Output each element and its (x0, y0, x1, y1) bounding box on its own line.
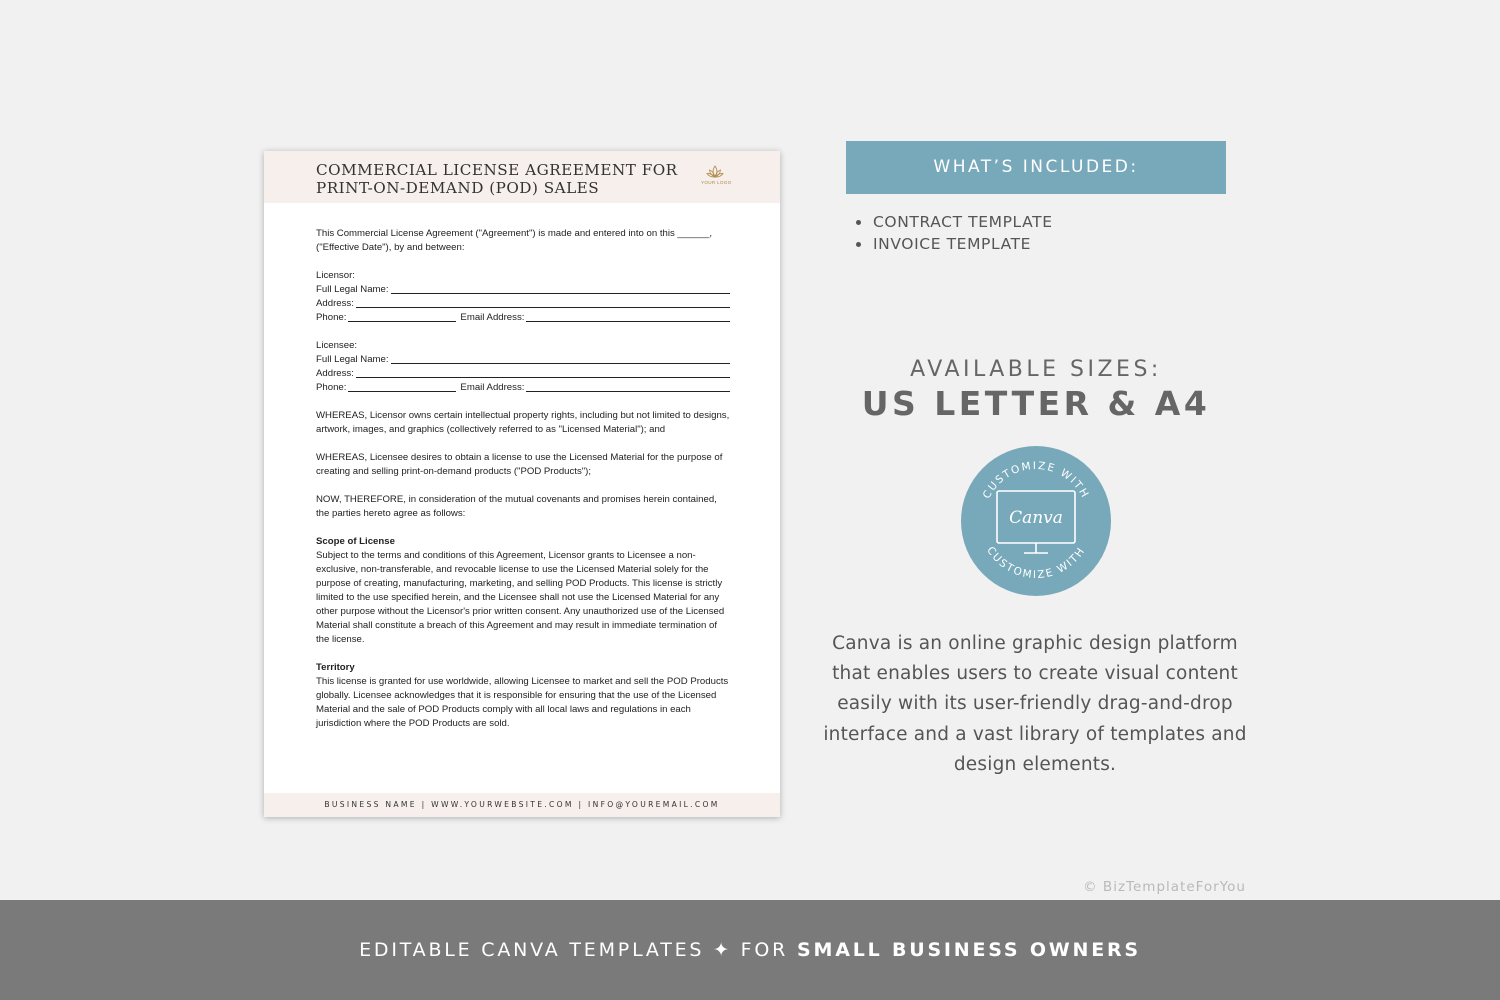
banner-text-bold: SMALL BUSINESS OWNERS (797, 939, 1141, 961)
fill-in-line[interactable] (526, 321, 730, 322)
badge-ring-text-bottom: CUSTOMIZE WITH (984, 544, 1088, 582)
field-label: Address: (316, 298, 354, 309)
copyright-notice: © BizTemplateForYou (1083, 879, 1246, 895)
available-sizes-label: AVAILABLE SIZES: (910, 357, 1162, 382)
field-label: Email Address: (460, 382, 525, 393)
document-header (264, 151, 780, 203)
canva-description: Canva is an online graphic design platform that enables users to create visual content easily with its user-friendly drag-and-drop interface and a vast library of templates and design elements. (823, 633, 1247, 775)
licensee-heading: Licensee: (316, 340, 358, 351)
field-label: Full Legal Name: (316, 354, 389, 365)
field-label: Address: (316, 368, 354, 379)
document-footer: BUSINESS NAME | WWW.YOURWEBSITE.COM | INFO@YOUREMAIL.COM (264, 793, 780, 817)
licensee-contact-field[interactable] (316, 381, 730, 395)
available-sizes-value: US LETTER & A4 (861, 384, 1211, 423)
canva-wordmark: Canva (1009, 508, 1063, 528)
bottom-banner (0, 900, 1500, 1000)
whats-included-heading: WHAT’S INCLUDED: (846, 141, 1226, 194)
fill-in-line[interactable] (356, 377, 730, 378)
licensee-name-field[interactable] (316, 353, 730, 367)
customize-with-canva-badge (960, 445, 1112, 597)
licensor-contact-field[interactable] (316, 311, 730, 325)
document-title-line-1: COMMERCIAL LICENSE AGREEMENT FOR (316, 161, 678, 179)
intro-paragraph: This Commercial License Agreement ("Agreement") is made and entered into on this ______, ("Effective Date"), by and between: (316, 228, 713, 253)
fill-in-line[interactable] (391, 363, 730, 364)
document-body (316, 227, 730, 731)
banner-text-regular: EDITABLE CANVA TEMPLATES ✦ FOR (359, 939, 798, 961)
document-title (316, 162, 696, 197)
licensee-address-field[interactable] (316, 367, 730, 381)
licensee-section (316, 339, 730, 395)
licensor-name-field[interactable] (316, 283, 730, 297)
fill-in-line[interactable] (526, 391, 730, 392)
whereas-paragraph-1: WHEREAS, Licensor owns certain intellectual property rights, including but not limited to designs, artwork, images, and graphics (collectively referred to as "Licensed Material"); and (316, 410, 730, 435)
list-item: CONTRACT TEMPLATE (856, 211, 1053, 233)
territory-heading: Territory (316, 662, 355, 673)
scope-heading: Scope of License (316, 536, 395, 547)
fill-in-line[interactable] (356, 307, 730, 308)
field-label: Phone: (316, 312, 347, 323)
fill-in-line[interactable] (391, 293, 730, 294)
document-title-line-2: PRINT-ON-DEMAND (POD) SALES (316, 178, 600, 197)
field-label: Email Address: (460, 312, 525, 323)
licensor-section (316, 269, 730, 325)
licensor-heading: Licensor: (316, 270, 355, 281)
territory-paragraph: This license is granted for use worldwide, allowing Licensee to market and sell the POD Products globally. Licensee acknowledges that it is responsible for ensuring that the use of the Licensed Material and the sale of POD Products comply with all local laws and regulations in each jurisdiction where the POD Products are sold. (316, 676, 729, 729)
now-therefore-paragraph: NOW, THEREFORE, in consideration of the mutual covenants and promises herein contained, the parties hereto agree as follows: (316, 494, 717, 519)
fill-in-line[interactable] (348, 321, 456, 322)
field-label: Phone: (316, 382, 347, 393)
field-label: Full Legal Name: (316, 284, 389, 295)
document-preview (264, 151, 780, 817)
scope-paragraph: Subject to the terms and conditions of this Agreement, Licensor grants to Licensee a non-exclusive, non-transferable, and revocable license to use the Licensed Material solely for the purpose of creating, manufacturing, marketing, and selling POD Products. This license is strictly limited to the use specified herein, and the Licensee shall not use the Licensed Material for any other purpose without the Licensor's prior written consent. Any unauthorized use of the Licensed Material shall constitute a breach of this Agreement and may result in immediate termination of the license. (316, 550, 725, 645)
fill-in-line[interactable] (348, 391, 456, 392)
lotus-icon (706, 165, 724, 179)
logo-text: YOUR LOGO (701, 180, 732, 185)
list-item: INVOICE TEMPLATE (856, 233, 1053, 255)
included-list (856, 211, 1053, 255)
badge-ring-text-top: CUSTOMIZE WITH (980, 459, 1092, 501)
licensor-address-field[interactable] (316, 297, 730, 311)
whereas-paragraph-2: WHEREAS, Licensee desires to obtain a license to use the Licensed Material for the purpose of creating and selling print-on-demand products ("POD Products"); (316, 452, 723, 477)
logo-placeholder (701, 165, 732, 193)
